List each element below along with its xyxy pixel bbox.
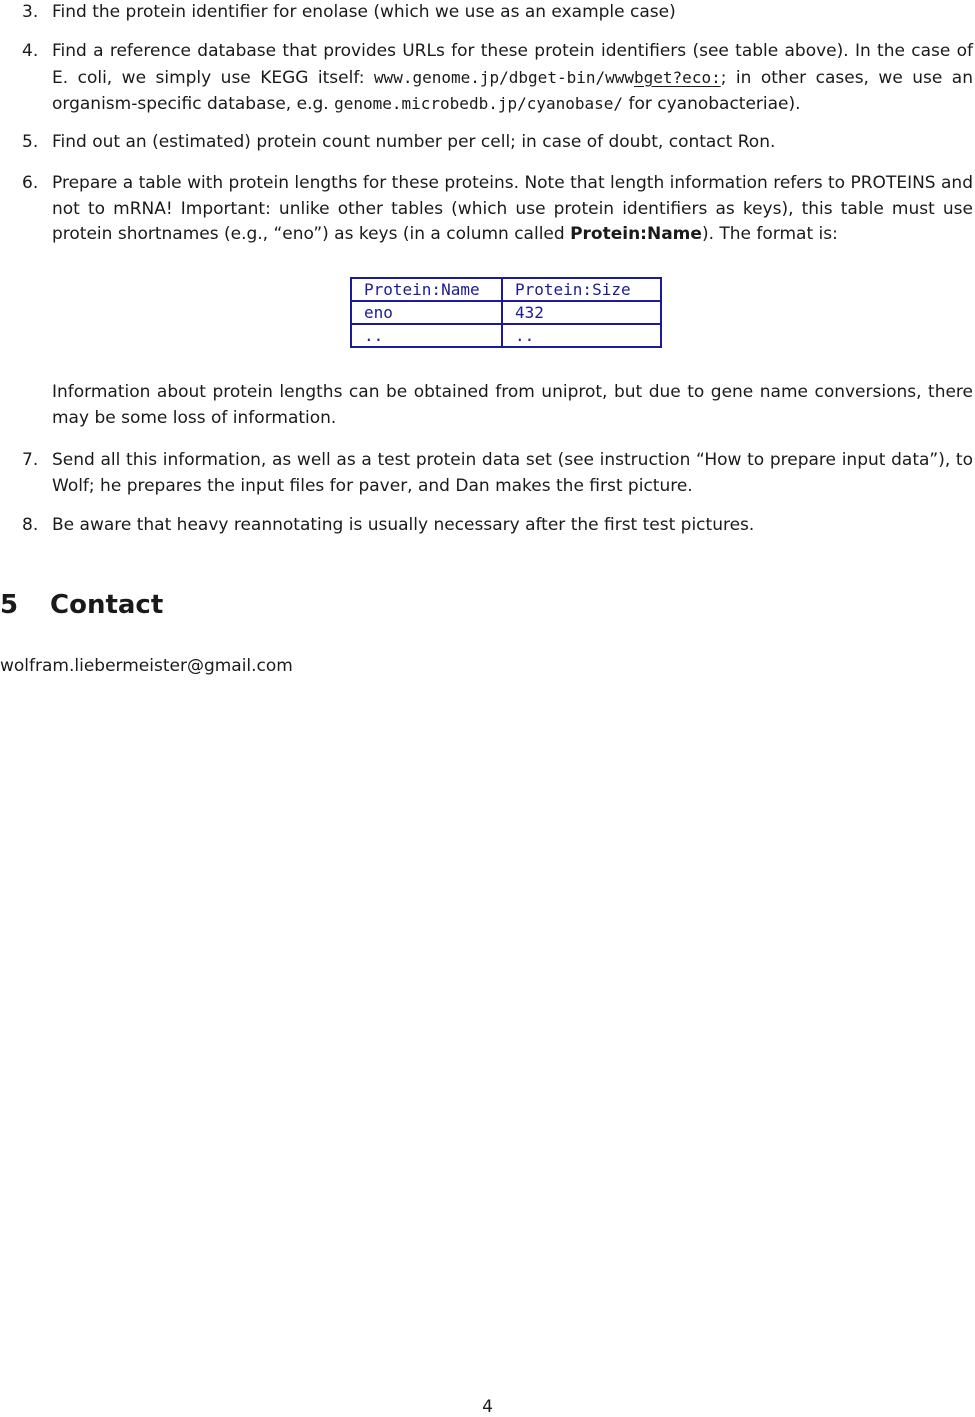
protein-format-table (350, 277, 662, 348)
table-header-cell: Protein:Name (351, 278, 502, 301)
table-cell: 432 (502, 301, 661, 324)
table-row (351, 301, 661, 324)
step-number: 8. (22, 515, 39, 535)
table-cell: .. (351, 324, 502, 347)
step-text (52, 171, 973, 248)
section-heading (0, 588, 163, 622)
list-item-step-8 (22, 513, 973, 539)
table-header-row (351, 278, 661, 301)
step-number: 6. (22, 173, 39, 193)
table-header-cell: Protein:Size (502, 278, 661, 301)
cyanobase-url: genome.microbedb.jp/cyanobase/ (334, 94, 624, 113)
step-text: Find out an (estimated) protein count number per cell; in case of doubt, contact Ron. (52, 132, 776, 152)
table-cell: eno (351, 301, 502, 324)
section-number: 5 (0, 590, 19, 620)
kegg-url-part: bget?eco: (634, 67, 721, 87)
column-name-emphasis: Protein:Name (570, 224, 702, 244)
step-text-part: ). The format is: (701, 224, 838, 244)
kegg-url (374, 68, 721, 87)
step-number: 3. (22, 2, 39, 22)
step-text: Send all this information, as well as a test protein data set (see instruction “How to prepare input data”), to Wolf; he prepares the input files for paver, and Dan makes the first picture. (52, 450, 973, 496)
step-number: 4. (22, 41, 39, 61)
step-text: Find the protein identifier for enolase (which we use as an example case) (52, 2, 676, 22)
list-item-step-3 (22, 0, 973, 26)
step-text-part: ; in other cases, we use an organism-specific database, e.g. (52, 67, 973, 114)
kegg-url-part: www.genome.jp/dbget-bin/www (373, 67, 635, 87)
list-item-step-5 (22, 130, 973, 156)
list-item-step-4 (22, 39, 973, 118)
table-row (351, 324, 661, 347)
contact-email: wolfram.liebermeister@gmail.com (0, 656, 293, 676)
step-text-part: Find a reference database that provides URLs for these protein identifiers (see table above). In the case of E. coli, we simply use KEGG itself: (52, 41, 973, 88)
step-text: Be aware that heavy reannotating is usually necessary after the first test pictures. (52, 515, 755, 535)
table-cell: .. (502, 324, 661, 347)
section-title: Contact (50, 590, 164, 620)
step-text-part: Prepare a table with protein lengths for these proteins. Note that length information refers to PROTEINS and not to mRNA! Important: unlike other tables (which use protein identifiers as keys), this table must use protein shortnames (e.g., “eno”) as keys (in a column called (52, 173, 973, 244)
list-item-step-7 (22, 448, 973, 499)
list-item-step-6 (22, 171, 973, 248)
step-text (52, 39, 973, 118)
protein-length-note: Information about protein lengths can be obtained from uniprot, but due to gene name conversions, there may be some loss of information. (52, 382, 973, 428)
step-number: 7. (22, 450, 39, 470)
step-number: 5. (22, 132, 39, 152)
page-number: 4 (482, 1397, 493, 1417)
step-text-part: for cyanobacteriae). (623, 94, 801, 114)
